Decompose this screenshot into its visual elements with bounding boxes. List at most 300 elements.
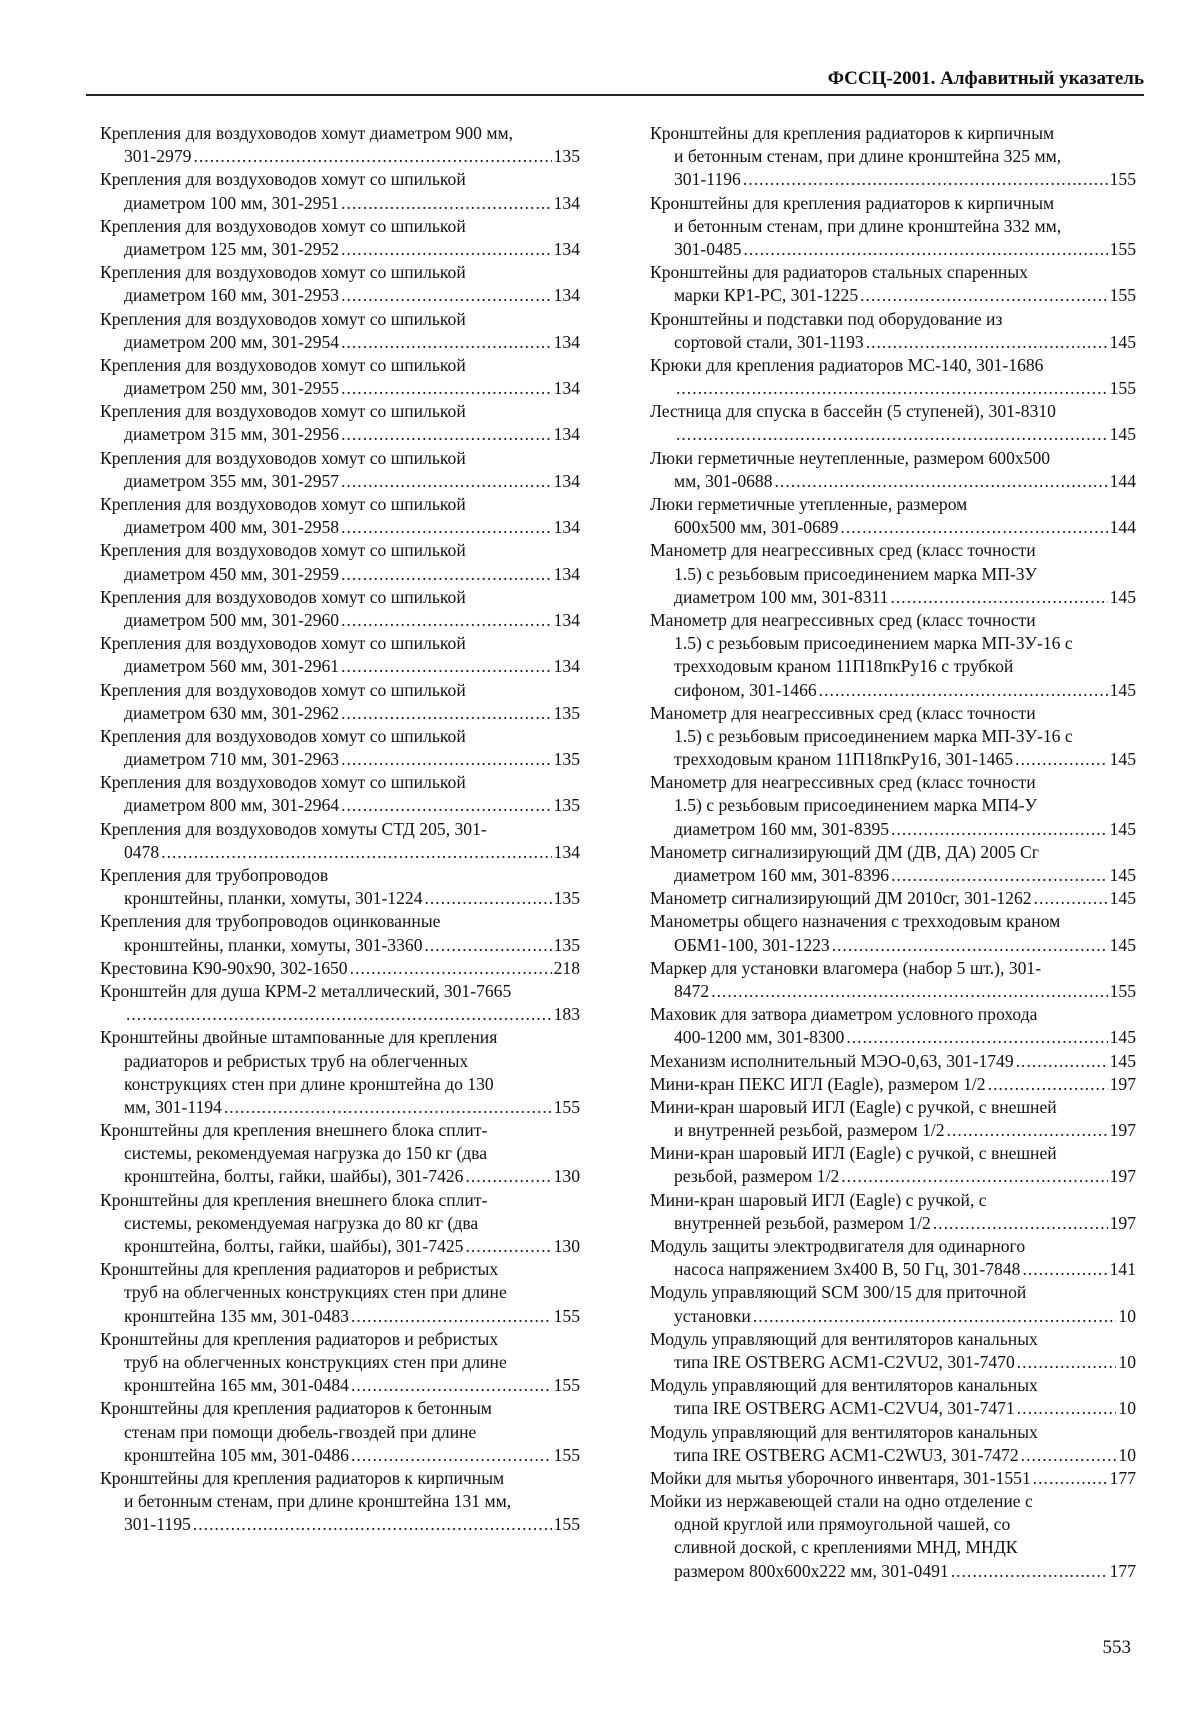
index-entry bbox=[650, 400, 1136, 446]
entry-text: ОБМ1-100, 301-1223 bbox=[674, 934, 830, 955]
entry-page-ref: 130 bbox=[553, 1166, 580, 1187]
leader-dots bbox=[832, 934, 1108, 957]
index-entry-line bbox=[100, 864, 580, 887]
leader-dots bbox=[988, 1073, 1108, 1096]
entry-text: Крестовина К90-90х90, 302-1650 bbox=[100, 957, 348, 978]
entry-text: 1.5) с резьбовым присоединением марка МП-3У bbox=[674, 563, 1038, 584]
leader-dots bbox=[341, 238, 552, 261]
index-entry-line bbox=[100, 586, 580, 609]
leader-dots bbox=[341, 470, 552, 493]
leader-dots bbox=[775, 470, 1108, 493]
entry-text: установки bbox=[674, 1305, 751, 1326]
entry-text: Крепления для воздуховодов хомут со шпилькой bbox=[100, 169, 466, 190]
entry-text: Кронштейны для крепления радиаторов и ребристых bbox=[100, 1328, 499, 1349]
index-entry-line bbox=[100, 261, 580, 284]
index-entry-line bbox=[650, 1397, 1136, 1420]
index-entry bbox=[650, 1235, 1136, 1281]
entry-page-ref: 10 bbox=[1118, 1398, 1136, 1419]
entry-text: сифоном, 301-1466 bbox=[674, 679, 817, 700]
entry-text: Мини-кран шаровый ИГЛ (Eagle) с ручкой, с внешней bbox=[650, 1096, 1057, 1117]
entry-text: диаметром 355 мм, 301-2957 bbox=[124, 470, 340, 491]
index-entry bbox=[650, 1189, 1136, 1235]
index-entry-line bbox=[100, 980, 580, 1003]
entry-text: кронштейны, планки, хомуты, 301-3360 bbox=[124, 934, 423, 955]
entry-text: труб на облегченных конструкциях стен при длине bbox=[124, 1351, 507, 1372]
entry-text: сортовой стали, 301-1193 bbox=[674, 331, 864, 352]
entry-text: диаметром 400 мм, 301-2958 bbox=[124, 517, 340, 538]
index-entry-line bbox=[100, 1444, 580, 1467]
index-entry-line bbox=[650, 122, 1136, 145]
index-entry-line bbox=[100, 1258, 580, 1281]
index-column-right bbox=[650, 122, 1136, 1583]
index-entry bbox=[650, 1374, 1136, 1420]
entry-text: диаметром 250 мм, 301-2955 bbox=[124, 378, 340, 399]
entry-text: Кронштейны для крепления радиаторов и ребристых bbox=[100, 1259, 499, 1280]
index-entry-line bbox=[100, 1096, 580, 1119]
leader-dots bbox=[743, 238, 1107, 261]
index-entry-line bbox=[650, 145, 1136, 168]
index-entry-line bbox=[650, 1003, 1136, 1026]
entry-page-ref: 134 bbox=[553, 609, 580, 630]
index-entry-line bbox=[650, 1119, 1136, 1142]
entry-text: типа IRE OSTBERG ACM1-C2VU2, 301-7470 bbox=[674, 1351, 1015, 1372]
entry-page-ref: 134 bbox=[553, 656, 580, 677]
leader-dots bbox=[351, 1305, 552, 1328]
leader-dots bbox=[341, 331, 552, 354]
entry-text: и внутренней резьбой, размером 1/2 bbox=[674, 1120, 945, 1141]
index-entry-line bbox=[650, 238, 1136, 261]
leader-dots bbox=[841, 1165, 1107, 1188]
leader-dots bbox=[1034, 887, 1108, 910]
index-entry bbox=[100, 1258, 580, 1328]
leader-dots bbox=[933, 1212, 1108, 1235]
leader-dots bbox=[341, 748, 552, 771]
entry-page-ref: 197 bbox=[1109, 1212, 1136, 1233]
entry-page-ref: 10 bbox=[1118, 1351, 1136, 1372]
entry-page-ref: 10 bbox=[1118, 1444, 1136, 1465]
entry-page-ref: 155 bbox=[1109, 238, 1136, 259]
leader-dots bbox=[341, 192, 552, 215]
entry-text: внутренней резьбой, размером 1/2 bbox=[674, 1212, 931, 1233]
entry-text: кронштейна 105 мм, 301-0486 bbox=[124, 1444, 349, 1465]
entry-page-ref: 155 bbox=[1109, 980, 1136, 1001]
index-entry-line bbox=[100, 122, 580, 145]
entry-page-ref: 155 bbox=[1109, 285, 1136, 306]
entry-text: Крепления для трубопроводов оцинкованные bbox=[100, 911, 441, 932]
entry-text: радиаторов и ребристых труб на облегченных bbox=[124, 1050, 469, 1071]
entry-page-ref: 135 bbox=[553, 934, 580, 955]
leader-dots bbox=[351, 1374, 552, 1397]
entry-text: Крепления для воздуховодов хомут со шпилькой bbox=[100, 494, 466, 514]
leader-dots bbox=[890, 586, 1107, 609]
leader-dots bbox=[846, 1026, 1107, 1049]
leader-dots bbox=[840, 516, 1107, 539]
entry-page-ref: 197 bbox=[1109, 1166, 1136, 1187]
index-column-left bbox=[100, 122, 580, 1536]
entry-text: диаметром 710 мм, 301-2963 bbox=[124, 749, 340, 770]
entry-text: Крепления для воздуховодов хомут со шпилькой bbox=[100, 215, 466, 236]
entry-text: Манометр для неагрессивных сред (класс точности bbox=[650, 702, 1036, 723]
entry-text: Манометр для неагрессивных сред (класс точности bbox=[650, 772, 1036, 793]
entry-text: Крепления для воздуховодов хомут со шпилькой bbox=[100, 772, 466, 793]
index-entry-line bbox=[100, 354, 580, 377]
entry-page-ref: 155 bbox=[1109, 169, 1136, 190]
leader-dots bbox=[1033, 1467, 1108, 1490]
entry-text: диаметром 800 мм, 301-2964 bbox=[124, 795, 340, 816]
index-entry bbox=[100, 1397, 580, 1467]
leader-dots bbox=[341, 377, 552, 400]
index-entry-line bbox=[650, 423, 1136, 446]
index-entry-line bbox=[100, 1165, 580, 1188]
index-entry-line bbox=[100, 493, 580, 516]
index-entry-line bbox=[100, 1142, 580, 1165]
index-entry-line bbox=[100, 1050, 580, 1073]
index-entry-line bbox=[100, 308, 580, 331]
index-entry-line bbox=[100, 447, 580, 470]
index-entry-line bbox=[100, 841, 580, 864]
index-entry bbox=[650, 1096, 1136, 1142]
entry-text: диаметром 315 мм, 301-2956 bbox=[124, 424, 340, 445]
entry-text: стенам при помощи дюбель-гвоздей при длине bbox=[124, 1421, 477, 1442]
index-entry bbox=[650, 447, 1136, 493]
index-entry-line bbox=[650, 1490, 1136, 1513]
entry-text: сливной доской, с креплениями МНД, МНДК bbox=[674, 1537, 1018, 1558]
index-entry bbox=[100, 447, 580, 493]
leader-dots bbox=[341, 563, 552, 586]
entry-text: диаметром 500 мм, 301-2960 bbox=[124, 609, 340, 630]
index-entry-line bbox=[650, 632, 1136, 655]
index-entry-line bbox=[100, 1328, 580, 1351]
index-entry-line bbox=[100, 168, 580, 191]
index-entry bbox=[650, 493, 1136, 539]
entry-text: Крепления для воздуховодов хомут со шпилькой bbox=[100, 262, 466, 283]
index-entry-line bbox=[650, 818, 1136, 841]
leader-dots bbox=[341, 284, 552, 307]
entry-text: Люки герметичные утепленные, размером bbox=[650, 494, 968, 514]
index-entry-line bbox=[650, 1212, 1136, 1235]
leader-dots bbox=[341, 794, 552, 817]
page-number: 553 bbox=[1102, 1637, 1131, 1658]
entry-page-ref: 145 bbox=[1109, 865, 1136, 885]
index-entry-line bbox=[650, 679, 1136, 702]
entry-text: Модуль управляющий для вентиляторов канальных bbox=[650, 1421, 1038, 1442]
index-entry-line bbox=[100, 1003, 580, 1026]
entry-page-ref: 218 bbox=[553, 957, 580, 978]
entry-text: Крепления для воздуховодов хомут со шпилькой bbox=[100, 308, 466, 329]
index-entry-line bbox=[100, 609, 580, 632]
index-entry-line bbox=[100, 331, 580, 354]
index-entry-line bbox=[100, 632, 580, 655]
index-entry-line bbox=[650, 192, 1136, 215]
entry-page-ref: 134 bbox=[553, 378, 580, 399]
entry-page-ref: 135 bbox=[553, 795, 580, 816]
index-entry-line bbox=[650, 516, 1136, 539]
entry-text: диаметром 160 мм, 301-8395 bbox=[674, 818, 890, 839]
index-entry bbox=[650, 841, 1136, 887]
entry-page-ref: 145 bbox=[1109, 331, 1136, 352]
leader-dots bbox=[711, 980, 1107, 1003]
index-entry-line bbox=[650, 308, 1136, 331]
index-entry-line bbox=[650, 377, 1136, 400]
entry-text: Манометры общего назначения с трехходовым краном bbox=[650, 911, 1061, 932]
leader-dots bbox=[465, 1235, 551, 1258]
entry-page-ref: 145 bbox=[1109, 1050, 1136, 1071]
index-entry bbox=[650, 957, 1136, 1003]
index-entry bbox=[100, 980, 580, 1026]
index-entry bbox=[100, 957, 580, 980]
index-entry bbox=[650, 1003, 1136, 1049]
index-entry bbox=[650, 1421, 1136, 1467]
entry-text: кронштейна, болты, гайки, шайбы), 301-7426 bbox=[124, 1166, 464, 1187]
leader-dots bbox=[193, 1513, 552, 1536]
leader-dots bbox=[341, 423, 552, 446]
index-entry-line bbox=[650, 470, 1136, 493]
entry-text: Кронштейны для крепления радиаторов к кирпичным bbox=[650, 192, 1055, 213]
entry-page-ref: 134 bbox=[553, 192, 580, 213]
index-entry-line bbox=[650, 887, 1136, 910]
entry-text: Мойки для мытья уборочного инвентаря, 301-1551 bbox=[650, 1467, 1031, 1488]
index-entry-line bbox=[650, 1050, 1136, 1073]
entry-text: диаметром 160 мм, 301-2953 bbox=[124, 285, 340, 306]
entry-page-ref: 155 bbox=[553, 1096, 580, 1117]
index-entry-line bbox=[650, 1421, 1136, 1444]
entry-text: Крепления для воздуховодов хомут со шпилькой bbox=[100, 725, 466, 746]
entry-text: Мини-кран ПЕКС ИГЛ (Eagle), размером 1/2 bbox=[650, 1073, 986, 1094]
index-entry bbox=[100, 1328, 580, 1398]
entry-text: Крепления для воздуховодов хомут со шпилькой bbox=[100, 679, 466, 700]
header-title: ФССЦ-2001. Алфавитный указатель bbox=[827, 68, 1144, 89]
entry-text: диаметром 200 мм, 301-2954 bbox=[124, 331, 340, 352]
index-entry bbox=[100, 539, 580, 585]
entry-text: Манометр сигнализирующий ДМ (ДВ, ДА) 2005 Сг bbox=[650, 841, 1039, 862]
index-entry bbox=[650, 1490, 1136, 1583]
leader-dots bbox=[341, 609, 552, 632]
index-entry-line bbox=[100, 771, 580, 794]
index-entry-line bbox=[650, 1189, 1136, 1212]
index-entry bbox=[650, 609, 1136, 702]
leader-dots bbox=[891, 864, 1108, 887]
index-entry-line bbox=[650, 586, 1136, 609]
index-entry bbox=[100, 122, 580, 168]
index-entry-line bbox=[100, 1212, 580, 1235]
index-entry bbox=[650, 122, 1136, 192]
entry-text: Мойки из нержавеющей стали на одно отделение с bbox=[650, 1491, 1033, 1512]
index-entry bbox=[100, 1026, 580, 1119]
index-entry-line bbox=[100, 1026, 580, 1049]
leader-dots bbox=[350, 957, 552, 980]
index-entry-line bbox=[650, 1305, 1136, 1328]
entry-text: Крюки для крепления радиаторов МС-140, 301-1686 bbox=[650, 354, 1044, 375]
entry-text: 1.5) с резьбовым присоединением марка МП-3У-16 с bbox=[674, 725, 1073, 746]
leader-dots bbox=[1021, 1444, 1117, 1467]
leader-dots bbox=[866, 331, 1108, 354]
index-entry bbox=[100, 771, 580, 817]
index-entry-line bbox=[100, 423, 580, 446]
leader-dots bbox=[1022, 1258, 1107, 1281]
entry-text: Крепления для воздуховодов хомут со шпилькой bbox=[100, 633, 466, 654]
leader-dots bbox=[126, 1003, 552, 1026]
index-entry bbox=[100, 679, 580, 725]
index-entry-line bbox=[100, 655, 580, 678]
index-entry-line bbox=[650, 1258, 1136, 1281]
page-header bbox=[86, 66, 1144, 96]
index-entry bbox=[650, 1328, 1136, 1374]
entry-text: типа IRE OSTBERG ACM1-C2WU3, 301-7472 bbox=[674, 1444, 1019, 1465]
index-entry bbox=[100, 1119, 580, 1189]
leader-dots bbox=[951, 1560, 1108, 1583]
entry-text: кронштейна, болты, гайки, шайбы), 301-7425 bbox=[124, 1236, 464, 1256]
index-entry-line bbox=[650, 864, 1136, 887]
entry-text: марки КР1-РС, 301-1225 bbox=[674, 285, 859, 306]
entry-page-ref: 145 bbox=[1109, 586, 1136, 607]
entry-page-ref: 145 bbox=[1109, 1027, 1136, 1048]
index-entry-line bbox=[100, 400, 580, 423]
entry-text: Кронштейны для крепления радиаторов к кирпичным bbox=[650, 123, 1055, 143]
entry-page-ref: 145 bbox=[1109, 679, 1136, 700]
index-entry-line bbox=[100, 818, 580, 841]
entry-text: мм, 301-1194 bbox=[124, 1096, 222, 1117]
index-entry-line bbox=[100, 539, 580, 562]
index-entry-line bbox=[100, 1281, 580, 1304]
index-entry-line bbox=[100, 702, 580, 725]
index-entry-line bbox=[650, 493, 1136, 516]
leader-dots bbox=[753, 1305, 1117, 1328]
entry-page-ref: 155 bbox=[553, 1375, 580, 1396]
entry-page-ref: 134 bbox=[553, 238, 580, 259]
entry-page-ref: 145 bbox=[1109, 749, 1136, 770]
entry-page-ref: 144 bbox=[1109, 517, 1136, 538]
entry-text: Крепления для воздуховодов хомут со шпилькой bbox=[100, 447, 466, 468]
index-entry-line bbox=[650, 609, 1136, 632]
entry-page-ref: 141 bbox=[1109, 1259, 1136, 1280]
index-entry-line bbox=[100, 1397, 580, 1420]
index-entry-line bbox=[650, 980, 1136, 1003]
entry-page-ref: 145 bbox=[1109, 888, 1136, 909]
entry-text: трехходовым краном 11П18пкРу16 с трубкой bbox=[674, 656, 1014, 677]
index-entry-line bbox=[650, 539, 1136, 562]
index-entry bbox=[100, 400, 580, 446]
leader-dots bbox=[1015, 748, 1108, 771]
entry-text: 301-1195 bbox=[124, 1514, 191, 1535]
entry-text: диаметром 160 мм, 301-8396 bbox=[674, 865, 890, 885]
entry-text: Кронштейны для крепления внешнего блока сплит- bbox=[100, 1120, 488, 1141]
entry-page-ref: 177 bbox=[1109, 1560, 1136, 1581]
index-entry-line bbox=[650, 1374, 1136, 1397]
index-entry bbox=[650, 539, 1136, 609]
entry-page-ref: 130 bbox=[553, 1236, 580, 1256]
index-entry bbox=[100, 308, 580, 354]
entry-text: Мини-кран шаровый ИГЛ (Eagle) с ручкой, с bbox=[650, 1189, 987, 1210]
leader-dots bbox=[465, 1165, 551, 1188]
index-entry-line bbox=[650, 934, 1136, 957]
entry-text: диаметром 100 мм, 301-2951 bbox=[124, 192, 340, 213]
entry-page-ref: 155 bbox=[553, 1514, 580, 1535]
entry-text: кронштейны, планки, хомуты, 301-1224 bbox=[124, 888, 423, 909]
entry-page-ref: 144 bbox=[1109, 470, 1136, 491]
entry-page-ref: 145 bbox=[1109, 818, 1136, 839]
entry-page-ref: 197 bbox=[1109, 1073, 1136, 1094]
index-entry-line bbox=[100, 1467, 580, 1490]
index-entry bbox=[100, 864, 580, 910]
index-entry bbox=[650, 308, 1136, 354]
entry-text: Крепления для воздуховодов хомут диаметром 900 мм, bbox=[100, 123, 513, 143]
entry-page-ref: 135 bbox=[553, 146, 580, 167]
index-entry-line bbox=[650, 771, 1136, 794]
entry-text: Модуль защиты электродвигателя для одинарного bbox=[650, 1236, 1026, 1256]
index-entry-line bbox=[650, 841, 1136, 864]
entry-page-ref: 145 bbox=[1109, 424, 1136, 445]
leader-dots bbox=[676, 377, 1108, 400]
index-entry-line bbox=[650, 655, 1136, 678]
index-entry-line bbox=[100, 284, 580, 307]
index-entry-line bbox=[100, 1073, 580, 1096]
leader-dots bbox=[947, 1119, 1108, 1142]
entry-page-ref: 134 bbox=[553, 331, 580, 352]
index-entry bbox=[650, 1050, 1136, 1073]
entry-text: 8472 bbox=[674, 980, 710, 1001]
index-entry-line bbox=[100, 725, 580, 748]
leader-dots bbox=[1017, 1397, 1117, 1420]
leader-dots bbox=[193, 145, 551, 168]
index-entry-line bbox=[650, 702, 1136, 725]
entry-text: трехходовым краном 11П18пкРу16, 301-1465 bbox=[674, 749, 1014, 770]
index-entry-line bbox=[100, 957, 580, 980]
entry-page-ref: 145 bbox=[1109, 934, 1136, 955]
entry-text: размером 800х600х222 мм, 301-0491 bbox=[674, 1560, 949, 1581]
index-entry-line bbox=[100, 910, 580, 933]
entry-text: насоса напряжением 3х400 В, 50 Гц, 301-7848 bbox=[674, 1259, 1021, 1280]
entry-page-ref: 134 bbox=[553, 470, 580, 491]
entry-page-ref: 177 bbox=[1109, 1467, 1136, 1488]
entry-text: Крепления для воздуховодов хомут со шпилькой bbox=[100, 354, 466, 375]
index-entry-line bbox=[100, 192, 580, 215]
entry-text: Кронштейны для крепления радиаторов к кирпичным bbox=[100, 1467, 505, 1488]
index-entry bbox=[100, 1467, 580, 1537]
index-entry-line bbox=[650, 957, 1136, 980]
index-entry bbox=[100, 493, 580, 539]
index-entry bbox=[650, 1142, 1136, 1188]
entry-page-ref: 134 bbox=[553, 841, 580, 862]
entry-page-ref: 197 bbox=[1109, 1120, 1136, 1141]
entry-page-ref: 134 bbox=[553, 563, 580, 584]
index-entry-line bbox=[650, 1026, 1136, 1049]
index-entry-line bbox=[100, 1421, 580, 1444]
entry-text: Модуль управляющий для вентиляторов канальных bbox=[650, 1375, 1038, 1396]
entry-text: Лестница для спуска в бассейн (5 ступеней), 301-8310 bbox=[650, 401, 1056, 422]
entry-text: труб на облегченных конструкциях стен при длине bbox=[124, 1282, 507, 1303]
entry-text: резьбой, размером 1/2 bbox=[674, 1166, 840, 1187]
entry-text: Модуль управляющий для вентиляторов канальных bbox=[650, 1328, 1038, 1349]
entry-page-ref: 183 bbox=[553, 1004, 580, 1025]
entry-text: Модуль управляющий SCM 300/15 для приточной bbox=[650, 1282, 1027, 1303]
index-entry-line bbox=[100, 887, 580, 910]
entry-text: конструкциях стен при длине кронштейна до 130 bbox=[124, 1073, 494, 1094]
leader-dots bbox=[743, 168, 1108, 191]
index-entry bbox=[650, 887, 1136, 910]
entry-page-ref: 134 bbox=[553, 285, 580, 306]
entry-text: и бетонным стенам, при длине кронштейна 332 мм, bbox=[674, 215, 1062, 236]
entry-text: системы, рекомендуемая нагрузка до 150 кг (два bbox=[124, 1143, 488, 1164]
entry-text: Крепления для воздуховодов хомуты СТД 205, 301- bbox=[100, 818, 487, 839]
index-entry-line bbox=[100, 215, 580, 238]
index-entry-line bbox=[650, 1513, 1136, 1536]
index-entry bbox=[100, 215, 580, 261]
index-entry bbox=[650, 261, 1136, 307]
index-entry-line bbox=[650, 1444, 1136, 1467]
index-entry-line bbox=[650, 1560, 1136, 1583]
index-entry bbox=[100, 910, 580, 956]
index-entry bbox=[100, 632, 580, 678]
